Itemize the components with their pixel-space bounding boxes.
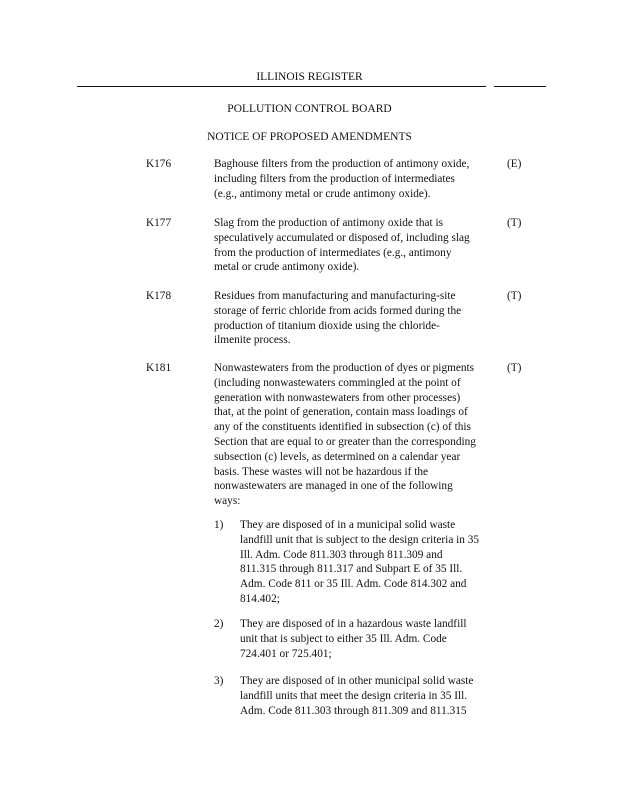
hazard-code: (E)	[507, 158, 522, 170]
description-line: (e.g., antimony metal or crude antimony oxide).	[214, 187, 431, 200]
subitem-line: 724.401 or 725.401;	[240, 647, 332, 660]
description-line: including filters from the production of intermediates	[214, 172, 455, 185]
description-line: generation with nonwastewaters from other processes)	[214, 391, 461, 404]
subitem-line: landfill unit that is subject to the design criteria in 35	[240, 533, 480, 546]
description-line: any of the constituents identified in subsection (c) of this	[214, 421, 471, 434]
description-line: speculatively accumulated or disposed of, including slag	[214, 231, 470, 244]
subitem-line: They are disposed of in a municipal solid waste	[240, 519, 456, 531]
subitem-line: landfill units that meet the design criteria in 35 Ill.	[240, 689, 468, 702]
hazard-code: (T)	[507, 290, 522, 302]
waste-code: K181	[146, 362, 172, 374]
description-line: storage of ferric chloride from acids formed during the	[214, 304, 462, 317]
header-rule-right	[494, 86, 546, 87]
description-line: Baghouse filters from the production of antimony oxide,	[214, 158, 470, 170]
description-line: nonwastewaters are managed in one of the following	[214, 480, 453, 493]
waste-description	[214, 216, 494, 275]
description-line: Slag from the production of antimony oxide that is	[214, 217, 444, 229]
description-line: that, at the point of generation, contain mass loadings of	[214, 406, 468, 419]
subitem-number: 3)	[214, 675, 224, 687]
waste-description	[214, 361, 494, 509]
description-line: Nonwastewaters from the production of dyes or pigments	[214, 362, 475, 374]
subitem-line: Adm. Code 811.303 through 811.309 and 811.315	[240, 704, 467, 717]
hazard-code: (T)	[507, 217, 522, 229]
subitem-number: 2)	[214, 618, 224, 630]
description-line: basis. These wastes will not be hazardous if the	[214, 465, 429, 478]
waste-code: K178	[146, 290, 172, 302]
description-line: metal or crude antimony oxide).	[214, 261, 360, 274]
waste-description	[214, 289, 494, 348]
subitem-line: 814.402;	[240, 592, 280, 605]
waste-description	[214, 157, 494, 201]
subitem-text	[240, 617, 500, 661]
subitem-number: 1)	[214, 519, 224, 531]
subitem-line: Adm. Code 811 or 35 Ill. Adm. Code 814.302 and	[240, 578, 467, 591]
subitem-line: They are disposed of in a hazardous waste landfill	[240, 618, 467, 630]
waste-code: K176	[146, 158, 172, 170]
subitem-line: Ill. Adm. Code 811.303 through 811.309 and	[240, 548, 443, 561]
description-line: Section that are equal to or greater than the corresponding	[214, 435, 476, 448]
subitem-line: They are disposed of in other municipal solid waste	[240, 675, 474, 687]
subitem-text	[240, 674, 500, 718]
description-line: ways:	[214, 495, 241, 508]
description-line: Residues from manufacturing and manufacturing-site	[214, 290, 456, 302]
notice-title: NOTICE OF PROPOSED AMENDMENTS	[207, 131, 412, 143]
subitem-line: unit that is subject to either 35 Ill. Adm. Code	[240, 632, 447, 645]
description-line: from the production of intermediates (e.g., antimony	[214, 246, 452, 259]
register-title: ILLINOIS REGISTER	[256, 71, 363, 83]
description-line: production of titanium dioxide using the chloride-	[214, 319, 440, 332]
description-line: subsection (c) levels, as determined on a calendar year	[214, 450, 461, 463]
board-name: POLLUTION CONTROL BOARD	[227, 103, 392, 115]
description-line: ilmenite process.	[214, 334, 291, 347]
description-line: (including nonwastewaters commingled at the point of	[214, 376, 461, 389]
header-rule	[77, 86, 486, 87]
subitem-text	[240, 518, 500, 607]
waste-code: K177	[146, 217, 172, 229]
subitem-line: 811.315 through 811.317 and Subpart E of 35 Ill.	[240, 563, 463, 576]
hazard-code: (T)	[507, 362, 522, 374]
